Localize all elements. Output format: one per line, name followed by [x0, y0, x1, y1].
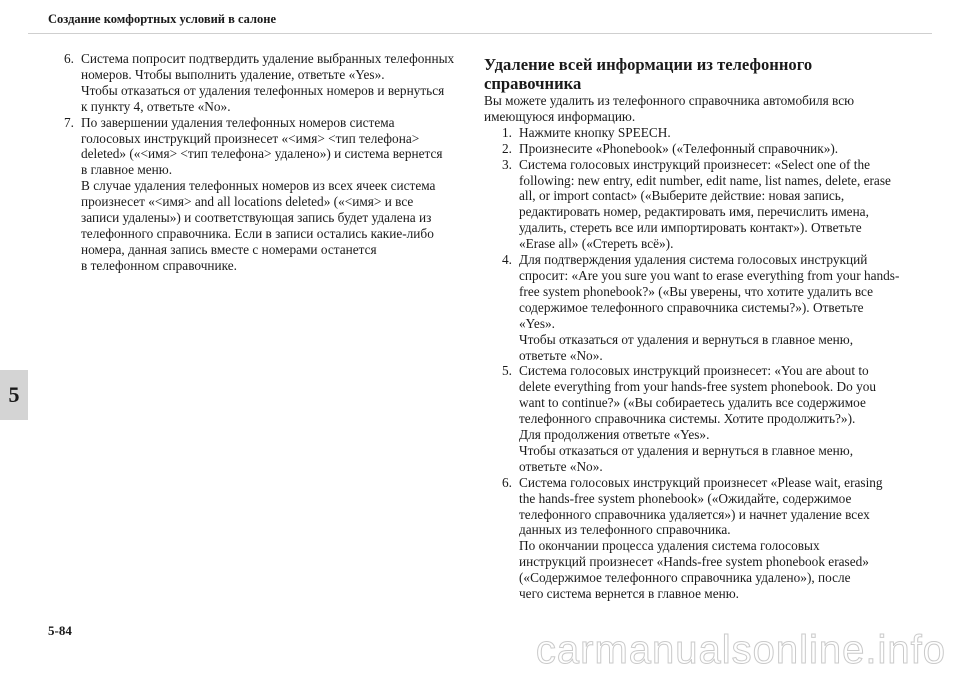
text-line: телефонного справочника системы. Хотите продолжить?»). [519, 411, 856, 427]
list-item [502, 141, 896, 157]
erase-steps-list [502, 124, 900, 602]
text-line: «Yes». [519, 315, 555, 331]
text-line: инструкций произнесет «Hands-free system phonebook erased» [519, 554, 869, 570]
text-line: содержимое телефонного справочника системы?»). Ответьте [519, 299, 864, 315]
list-item [64, 115, 469, 274]
text-line: Система голосовых инструкций произнесет: «Select one of the [519, 156, 871, 172]
text-line: телефонного справочника. Если в записи остались какие-либо [81, 225, 434, 241]
text-line: the hands-free system phonebook» («Ожидайте, содержимое [519, 490, 852, 506]
section-heading: Удаление всей информации из телефонного справочника [484, 55, 813, 93]
item-number: 5. [502, 363, 512, 379]
text-line: удалить, стереть все или импортировать контакт»). Ответьте [519, 220, 862, 236]
list-item [502, 363, 896, 474]
text-line: в телефонном справочнике. [81, 257, 237, 273]
list-item [64, 51, 469, 115]
item-number: 7. [64, 114, 74, 130]
text-line: want to continue?» («Вы собираетесь удалить все содержимое [519, 395, 866, 411]
section-intro [484, 93, 896, 125]
item-text [81, 115, 469, 274]
text-line: Система попросит подтвердить удаление выбранных телефонных [81, 51, 455, 66]
text-line: «Erase all» («Стереть всё»). [519, 236, 674, 252]
text-line: Чтобы отказаться от удаления и вернуться в главное меню, [519, 442, 854, 458]
intro-line: Вы можете удалить из телефонного справочника автомобиля всю [484, 93, 855, 108]
item-text [519, 125, 896, 141]
text-line: Нажмите кнопку SPEECH. [519, 124, 671, 140]
intro-line: имеющуюся информацию. [484, 108, 636, 124]
watermark [536, 628, 946, 673]
item-number: 2. [502, 140, 512, 156]
item-number: 3. [502, 156, 512, 172]
text-line: Произнесите «Phonebook» («Телефонный справочник»). [519, 140, 839, 156]
text-line: following: new entry, edit number, edit name, list names, delete, erase [519, 172, 891, 188]
item-number: 6. [64, 51, 74, 66]
running-header: Создание комфортных условий в салоне [48, 12, 277, 26]
watermark-text: carmanualsonline.info [535, 628, 946, 672]
list-item [502, 157, 896, 252]
text-line: Для подтверждения удаления система голосовых инструкций [519, 252, 868, 268]
text-line: в главное меню. [81, 162, 173, 178]
text-line: номера, данная запись вместе с номерами останется [81, 241, 377, 257]
text-line: ответьте «No». [519, 347, 603, 363]
text-line: записи удалены») и соответствующая запись будет удалена из [81, 210, 432, 226]
text-line: редактировать номер, редактировать имя, перечислить имена, [519, 204, 869, 220]
chapter-tab [0, 370, 28, 420]
item-text [519, 157, 896, 252]
text-line: к пункту 4, ответьте «No». [81, 98, 231, 114]
item-text [519, 475, 896, 602]
text-line: Система голосовых инструкций произнесет «Please wait, erasing [519, 474, 883, 490]
text-line: телефонного справочника удаляется») и начнет удаление всех [519, 506, 870, 522]
text-line: данных из телефонного справочника. [519, 522, 731, 538]
text-line: Чтобы отказаться от удаления телефонных номеров и вернуться [81, 82, 445, 98]
text-line: По окончании процесса удаления система голосовых [519, 538, 820, 554]
list-item [502, 125, 896, 141]
text-line: Система голосовых инструкций произнесет: «You are about to [519, 363, 869, 379]
text-line: чего система вернется в главное меню. [519, 586, 739, 602]
text-line: Чтобы отказаться от удаления и вернуться в главное меню, [519, 331, 854, 347]
item-text [519, 141, 896, 157]
text-line: произнесет «<имя> and all locations deleted» («<имя> и все [81, 194, 414, 210]
right-column [484, 55, 900, 602]
left-column [64, 51, 469, 274]
item-text [519, 363, 896, 474]
text-line: deleted» («<имя> <тип телефона> удалено») и система вернется [81, 146, 443, 162]
text-line: спросит: «Are you sure you want to erase everything from your hands- [519, 267, 900, 283]
item-text [81, 51, 469, 115]
item-number: 1. [502, 124, 512, 140]
text-line: голосовых инструкций произнесет «<имя> <тип телефона> [81, 130, 420, 146]
text-line: free system phonebook?» («Вы уверены, что хотите удалить все [519, 283, 873, 299]
chapter-number: 5 [8, 382, 20, 407]
item-number: 6. [502, 474, 512, 490]
item-number: 4. [502, 252, 512, 268]
header-divider [28, 33, 932, 34]
text-line: Для продолжения ответьте «Yes». [519, 427, 710, 443]
text-line: all, or import contact» («Выберите действие: новая запись, [519, 188, 845, 204]
text-line: («Содержимое телефонного справочника удалено»), после [519, 570, 851, 586]
page-number: 5-84 [48, 623, 72, 638]
text-line: delete everything from your hands-free system phonebook. Do you [519, 379, 877, 395]
list-item [502, 475, 896, 602]
text-line: номеров. Чтобы выполнить удаление, ответьте «Yes». [81, 66, 385, 82]
item-text [519, 252, 899, 363]
text-line: По завершении удаления телефонных номеров система [81, 114, 395, 130]
text-line: ответьте «No». [519, 458, 603, 474]
list-item [502, 252, 900, 363]
text-line: В случае удаления телефонных номеров из всех ячеек система [81, 178, 436, 194]
